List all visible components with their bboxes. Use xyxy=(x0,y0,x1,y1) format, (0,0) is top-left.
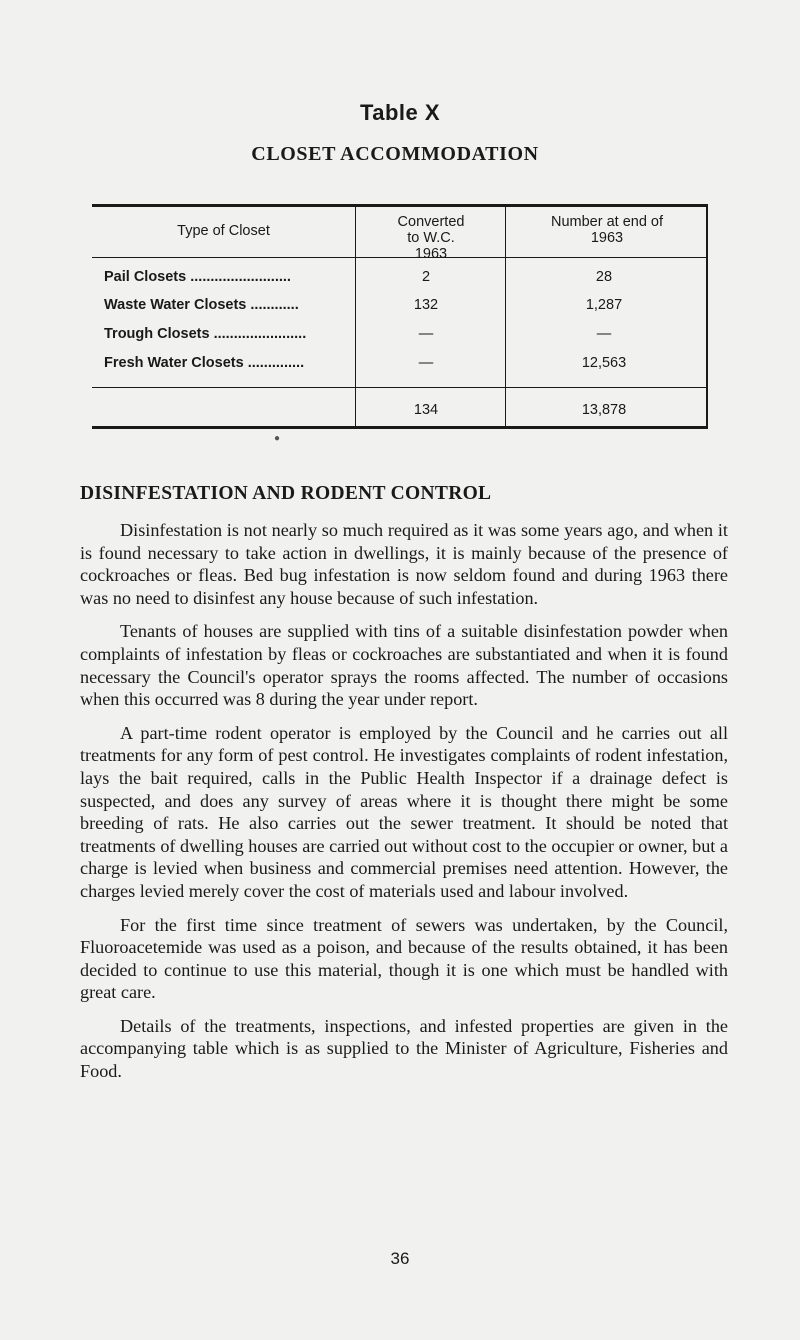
number-value: — xyxy=(596,326,612,342)
page-number: 36 xyxy=(390,1249,410,1268)
table-label: Table X xyxy=(359,100,441,125)
closet-accommodation-table xyxy=(92,204,708,429)
closet-type: Pail Closets ......................... xyxy=(104,269,291,285)
converted-value: — xyxy=(418,355,434,371)
closet-type: Trough Closets ....................... xyxy=(104,326,307,342)
paragraph: Tenants of houses are supplied with tins of a suitable disinfestation powder when complaints of infestation by fleas or cockroaches are substantiated and when it is found necessary the Council's operator sprays the rooms affected. The number of occasions when this occurred was 8 during the year under report. xyxy=(80,621,728,710)
converted-value: — xyxy=(418,326,434,342)
closet-type: Fresh Water Closets .............. xyxy=(104,355,305,371)
bullet-mark-icon: ● xyxy=(274,433,281,444)
table-title: CLOSET ACCOMMODATION xyxy=(251,143,539,165)
column-divider xyxy=(355,207,356,426)
converted-value: 132 xyxy=(413,297,439,313)
paragraph: A part-time rodent operator is employed by the Council and he carries out all treatments for any form of pest control. He investigates complaints of rodent infestation, lays the bait required, calls in the Public Health Inspector if a drainage defect is suspected, and does any survey of areas where it is thought there might be some breeding of rats. He also carries out the sewer treatment. It should be noted that treatments of dwelling houses are carried out without cost to the occupier or owner, but a charge is levied when business and commercial premises need attention. However, the charges levied merely cover the cost of materials used and labour involved. xyxy=(80,722,728,901)
converted-value: 2 xyxy=(421,269,431,285)
section-title: DISINFESTATION AND RODENT CONTROL xyxy=(80,483,492,504)
table-row xyxy=(92,352,706,374)
converted-total: 134 xyxy=(413,402,439,418)
paragraph: For the first time since treatment of sewers was undertaken, by the Council, Fluoroacetemide was used as a poison, and because of the results obtained, it has been decided to continue to use this material, though it is one which must be handled with great care. xyxy=(80,914,728,1003)
number-total: 13,878 xyxy=(581,402,627,418)
column-divider xyxy=(505,207,506,426)
number-value: 1,287 xyxy=(585,297,623,313)
paragraph: Details of the treatments, inspections, and infested properties are given in the accompanying table which is as supplied to the Minister of Agriculture, Fisheries and Food. xyxy=(80,1015,728,1082)
paragraph: Disinfestation is not nearly so much required as it was some years ago, and when it is found necessary to take action in dwellings, it is mainly because of the presence of cockroaches or fleas. Bed bug infestation is now seldom found and during 1963 there was no need to disinfest any house because of such infestation. xyxy=(80,520,728,608)
header-converted: Converted to W.C. 1963 xyxy=(397,214,465,262)
closet-type: Waste Water Closets ............ xyxy=(104,297,299,313)
table-row xyxy=(92,323,706,345)
number-value: 28 xyxy=(595,269,613,285)
totals-row xyxy=(92,399,706,421)
table-row xyxy=(92,294,706,316)
header-type-of-closet: Type of Closet xyxy=(177,223,270,239)
table-row xyxy=(92,266,706,288)
totals-divider xyxy=(92,387,706,388)
body-text xyxy=(80,519,728,1094)
number-value: 12,563 xyxy=(581,355,627,371)
header-number-at-end: Number at end of 1963 xyxy=(550,214,664,246)
